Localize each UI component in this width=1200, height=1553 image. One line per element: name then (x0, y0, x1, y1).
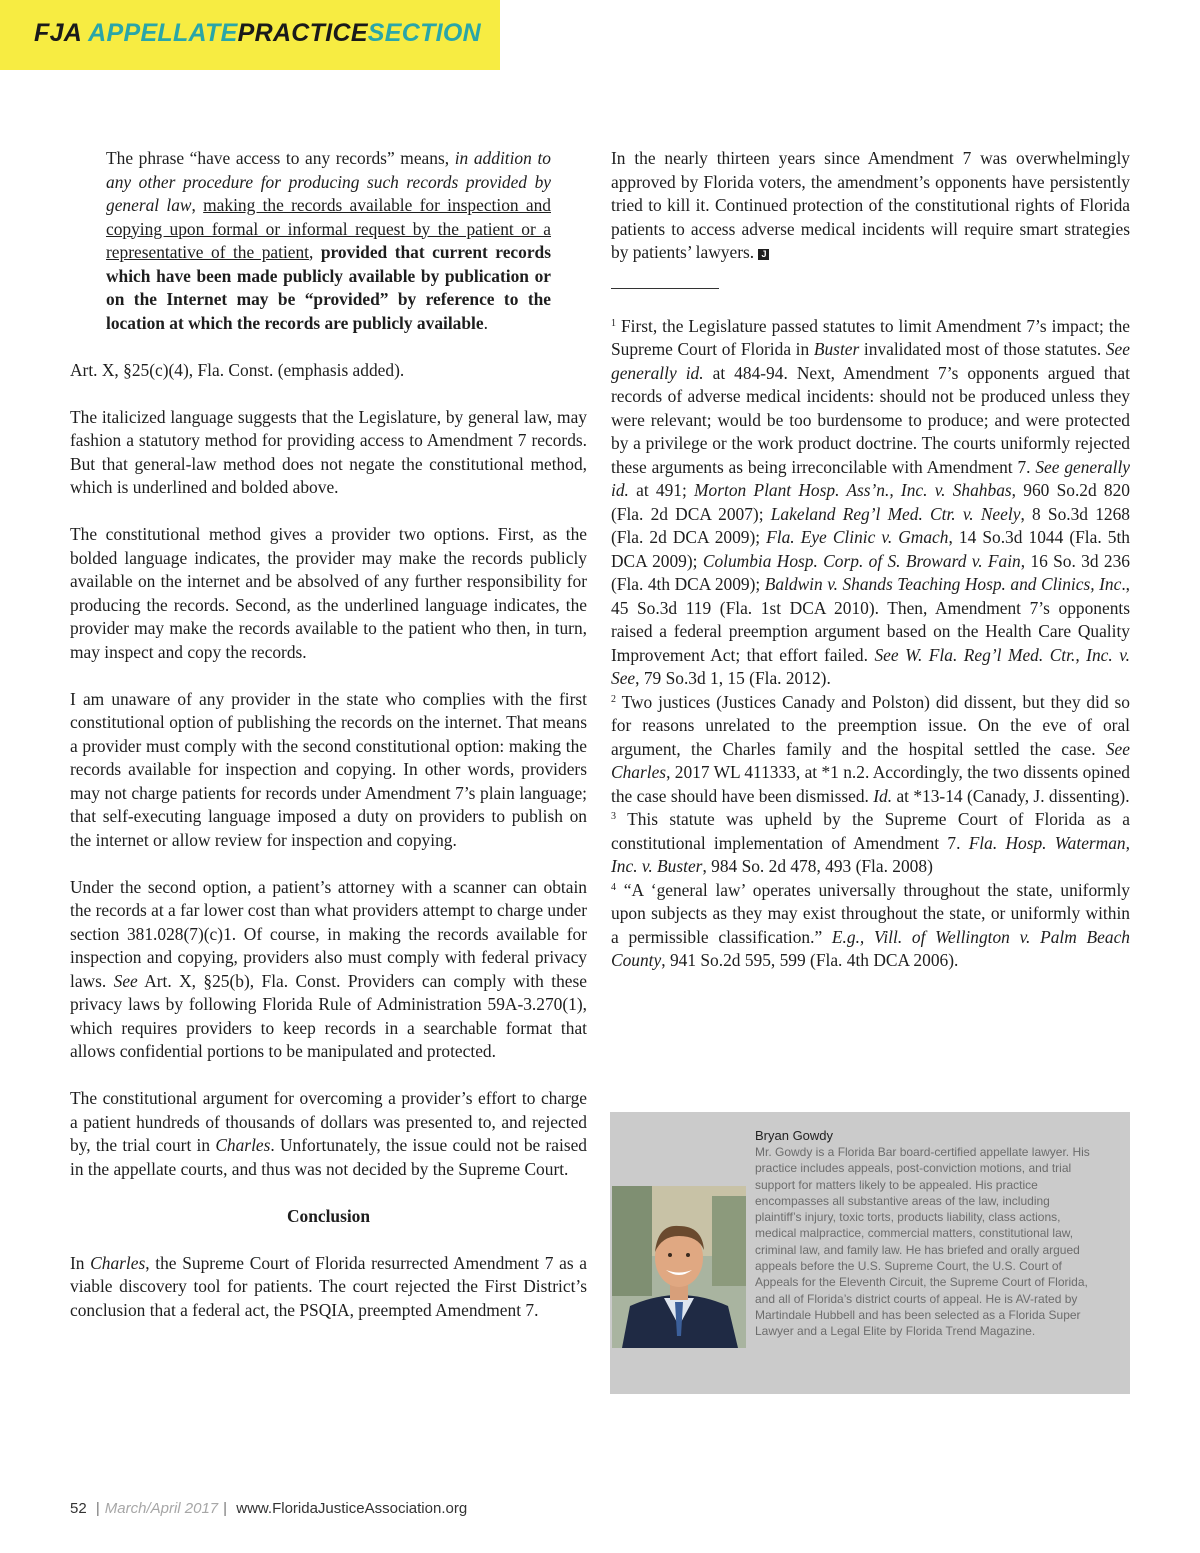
paragraph: Under the second option, a patient’s attorney with a scanner can obtain the records at a far lower cost than what providers attempt to charge under section 381.028(7)(c)1. Of course, in making the records available for inspection and copying, providers also must comply with federal privacy laws. See Art. X, §25(b), Fla. Const. Providers can comply with these privacy laws by following Florida Rule of Administration 59A-3.270(1), which requires providers to keep records in a searchable format that allows confidential portions to be manipulated and protected. (70, 876, 587, 1061)
footnote-divider (611, 288, 719, 289)
footer-separator: | (95, 1500, 100, 1517)
paragraph: In Charles, the Supreme Court of Florida resurrected Amendment 7 as a viable discovery tool for patients. The court rejected the First District’s conclusion that a federal act, the PSQIA, preempted Amendment 7. (70, 1252, 587, 1320)
paragraph: The constitutional argument for overcoming a provider’s effort to charge a patient hundreds of thousands of dollars was presented to, and rejected by, the trial court in Charles. Unfortunately, the issue could not be raised in the appellate courts, and thus was not decided by the Supreme Court. (70, 1088, 587, 1179)
footnote-2: $^2$ Two justices (Justices Canady and Polston) did dissent, but they did so for reasons unrelated to the preemption issue. On the eve of oral argument, the Charles family and the hospital settled the case. See Charles, 2017 WL 411333, at *1 n.2. Accordingly, the two dissents opined the case should have been dismissed. Id. at *13-14 (Canady, J. dissenting). (611, 691, 1130, 806)
block-quote: The phrase “have access to any records” means, in addition to any other procedure for producing such records provided by general law, making the records available for inspection and copying upon formal or informal request by the patient or a representative of the patient, provided that current records which have been made publicly available by publication or on the Internet may be “provided” by reference to the location at which the records are publicly available. (106, 148, 551, 333)
right-column (611, 147, 1130, 973)
footnote-3: $^3$ This statute was upheld by the Supreme Court of Florida as a constitutional implementation of Amendment 7. Fla. Hosp. Waterman, Inc. v. Buster, 984 So. 2d 478, 493 (Fla. 2008) (611, 809, 1130, 876)
left-column (70, 147, 587, 1322)
author-portrait-image (612, 1186, 746, 1348)
banner-fja: FJA (34, 19, 83, 47)
footnote-4: $^4$ “A ‘general law’ operates universally throughout the state, uniformly upon subjects as they may exist throughout the state, or uniformly within a permissible classification.” E.g., Vill. of Wellington v. Palm Beach County, 941 So.2d 595, 599 (Fla. 4th DCA 2006). (611, 879, 1130, 970)
page-footer (70, 1500, 467, 1517)
section-banner (0, 0, 500, 70)
author-bio-text: Mr. Gowdy is a Florida Bar board-certified appellate lawyer. His practice includes appeals, post-conviction motions, and trial support for matters likely to be appealed. His practice encompasses all substantive areas of the law, including plaintiff’s injury, toxic torts, products liability, class actions, medical malpractice, commercial matters, constitutional law, criminal law, and family law. He has briefed and orally argued appeals before the U.S. Supreme Court, the U.S. Court of Appeals for the Eleventh Circuit, the Supreme Court of Florida, and all of Florida’s district courts of appeal. He is AV-rated by Martindale Hubbell and has been selected as a Florida Super Lawyer and a Legal Elite by Florida Trend Magazine. (755, 1145, 1090, 1339)
footnote-1: $^1$ First, the Legislature passed statutes to limit Amendment 7’s impact; the Supreme Court of Florida in Buster invalidated most of those statutes. See generally id. at 484-94. Next, Amendment 7’s opponents argued that records of adverse medical incidents: should not be produced unless they were relevant; would be too burdensome to produce; and were protected by a privilege or the work product doctrine. The courts uniformly rejected these arguments as being irreconcilable with Amendment 7. See generally id. at 491; Morton Plant Hosp. Ass’n., Inc. v. Shahbas, 960 So.2d 820 (Fla. 2d DCA 2007); Lakeland Reg’l Med. Ctr. v. Neely, 8 So.3d 1268 (Fla. 2d DCA 2009); Fla. Eye Clinic v. Gmach, 14 So.3d 1044 (Fla. 5th DCA 2009); Columbia Hosp. Corp. of S. Broward v. Fain, 16 So. 3d 236 (Fla. 4th DCA 2009); Baldwin v. Shands Teaching Hosp. and Clinics, Inc., 45 So.3d 119 (Fla. 1st DCA 2010). Then, Amendment 7’s opponents raised a federal preemption argument based on the Health Care Quality Improvement Act; that effort failed. See W. Fla. Reg’l Med. Ctr., Inc. v. See, 79 So.3d 1, 15 (Fla. 2012). (611, 315, 1131, 688)
footer-separator: | (223, 1500, 228, 1517)
end-mark-icon: J (758, 249, 769, 260)
paragraph: The constitutional method gives a provider two options. First, as the bolded language indicates, the provider may make the records publicly available on the internet and be absolved of any further responsibility for producing the records. Second, as the underlined language indicates, the provider may make the records available to the patient who then, in turn, may inspect and copy the records. (70, 524, 587, 662)
website-link[interactable]: www.FloridaJusticeAssociation.org (236, 1500, 468, 1517)
conclusion-heading: Conclusion (286, 1205, 371, 1226)
paragraph: The italicized language suggests that the Legislature, by general law, may fashion a statutory method for providing access to Amendment 7 records. But that general-law method does not negate the constitutional method, which is underlined and bolded above. (70, 406, 587, 497)
paragraph: I am unaware of any provider in the state who complies with the first constitutional option of publishing the records on the internet. That means a provider must comply with the second constitutional option: making the records available for inspection and copying. In other words, providers may not charge patients for records under Amendment 7’s plain language; that self-executing language imposed a duty on providers to publish on the internet or allow review for inspection and copying. (70, 688, 587, 850)
author-bio (755, 1128, 1097, 1340)
author-name: Bryan Gowdy (755, 1128, 834, 1143)
section-title (34, 19, 481, 48)
banner-section: SECTION (367, 19, 482, 47)
banner-practice: PRACTICE (237, 19, 368, 47)
paragraph: In the nearly thirteen years since Amendment 7 was overwhelmingly approved by Florida voters, the amendment’s opponents have persistently tried to kill it. Continued protection of the constitutional rights of Florida patients to access adverse medical incidents will require smart strategies by patients’ lawyers. J (611, 148, 1130, 262)
banner-appellate: APPELLATE (88, 19, 238, 47)
page-number: 52 (70, 1500, 87, 1517)
author-photo (612, 1186, 746, 1348)
quote-citation: Art. X, §25(c)(4), Fla. Const. (emphasis added). (70, 359, 405, 380)
issue-date: March/April 2017 (104, 1500, 219, 1517)
